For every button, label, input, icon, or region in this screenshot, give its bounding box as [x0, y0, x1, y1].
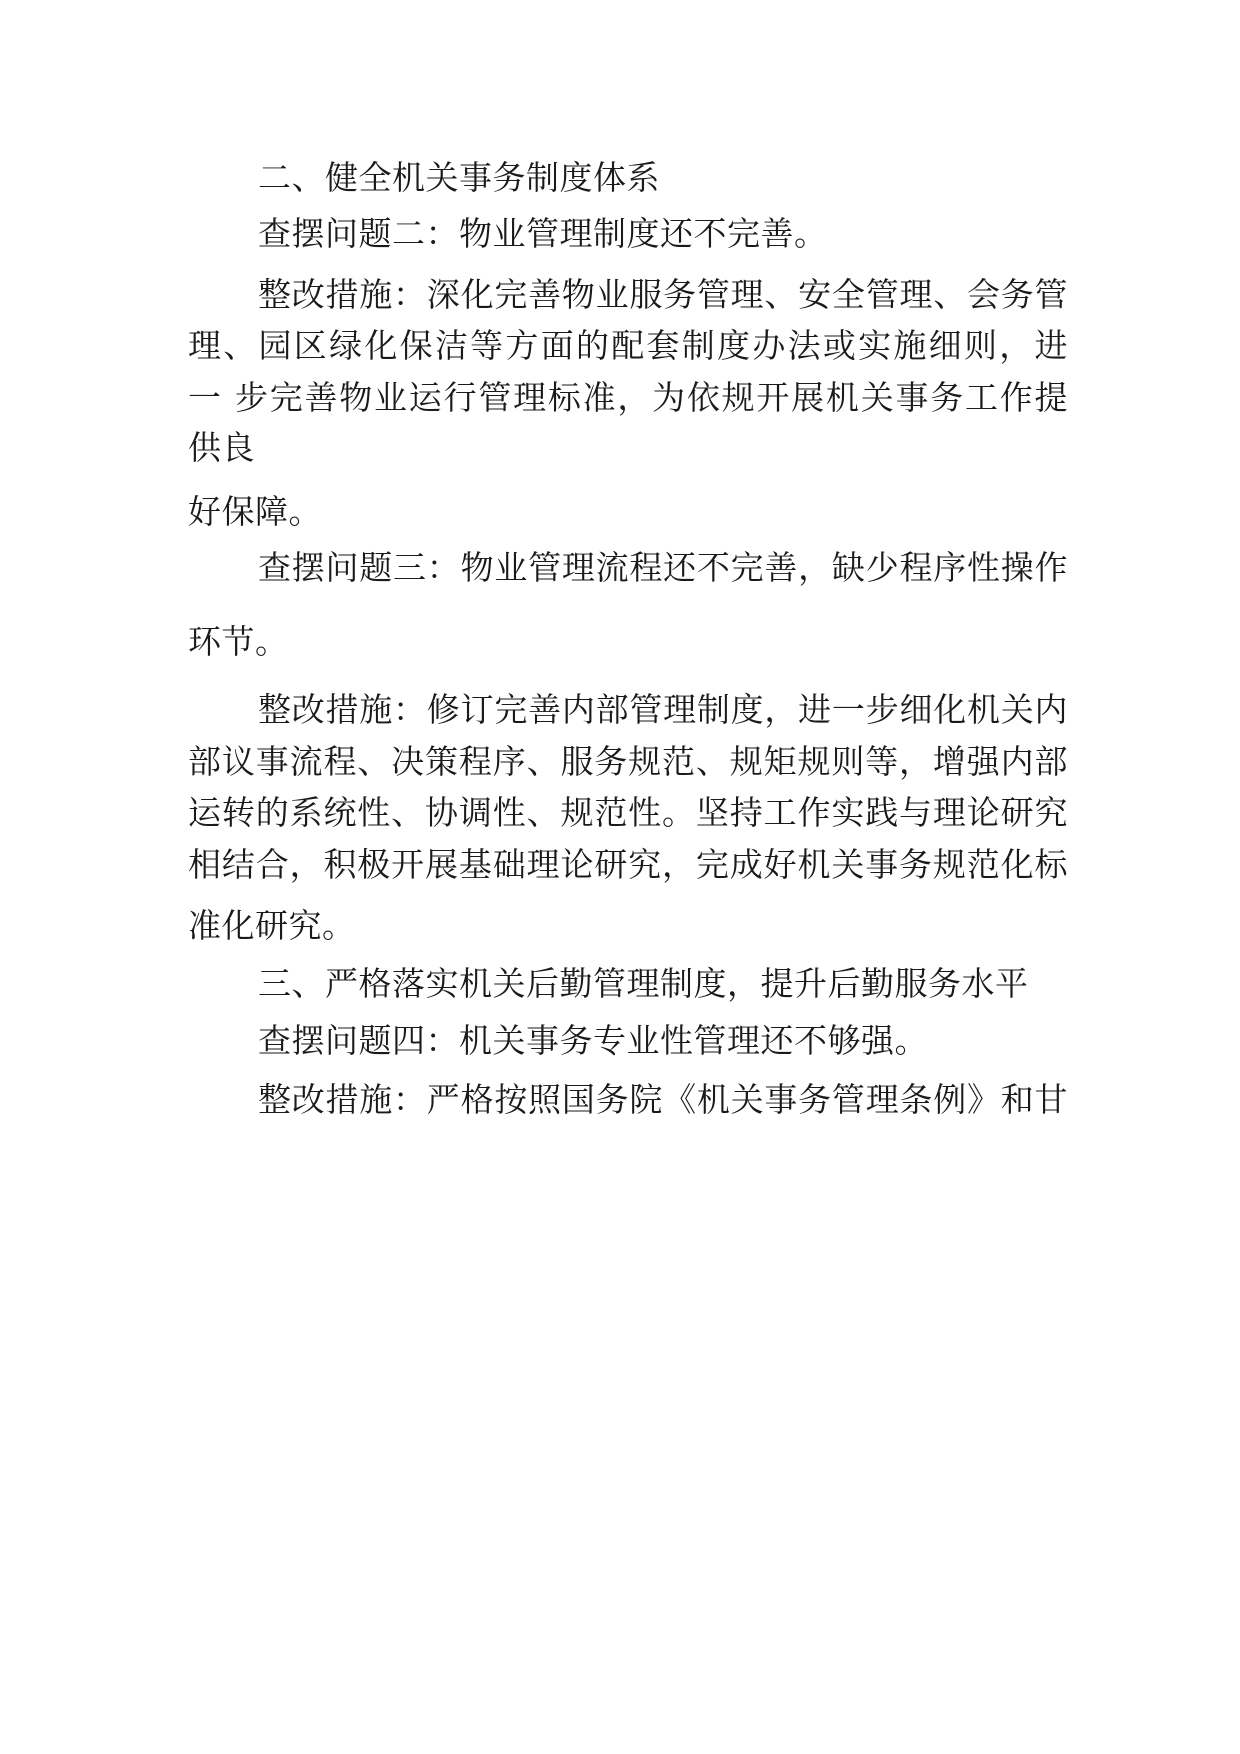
measure-3-line-3: 运转的系统性、协调性、规范性。坚持工作实践与理论研究 [188, 793, 1068, 832]
measure-3-line-1: 整改措施：修订完善内部管理制度，进一步细化机关内 [258, 690, 1068, 729]
measure-3-line-5: 准化研究。 [188, 906, 356, 945]
problem-3-line-1: 查摆问题三：物业管理流程还不完善，缺少程序性操作 [258, 548, 1068, 587]
measure-2-line-5: 好保障。 [188, 492, 322, 531]
measure-2-line-4: 供良 [188, 428, 255, 467]
measure-2-line-1: 整改措施：深化完善物业服务管理、安全管理、会务管 [258, 275, 1068, 314]
problem-4: 查摆问题四：机关事务专业性管理还不够强。 [258, 1021, 928, 1060]
problem-2: 查摆问题二：物业管理制度还不完善。 [258, 214, 828, 253]
measure-4-line-1: 整改措施：严格按照国务院《机关事务管理条例》和甘 [258, 1080, 1068, 1119]
measure-2-line-2: 理、园区绿化保洁等方面的配套制度办法或实施细则，进 [188, 326, 1068, 365]
problem-3-line-2: 环节。 [188, 622, 289, 661]
measure-2-line-3: 一 步完善物业运行管理标准，为依规开展机关事务工作提 [188, 378, 1068, 417]
measure-3-line-4: 相结合，积极开展基础理论研究，完成好机关事务规范化标 [188, 845, 1068, 884]
section-heading-3: 三、严格落实机关后勤管理制度，提升后勤服务水平 [258, 964, 1029, 1003]
section-heading-2: 二、健全机关事务制度体系 [258, 158, 660, 197]
measure-3-line-2: 部议事流程、决策程序、服务规范、规矩规则等，增强内部 [188, 742, 1068, 781]
